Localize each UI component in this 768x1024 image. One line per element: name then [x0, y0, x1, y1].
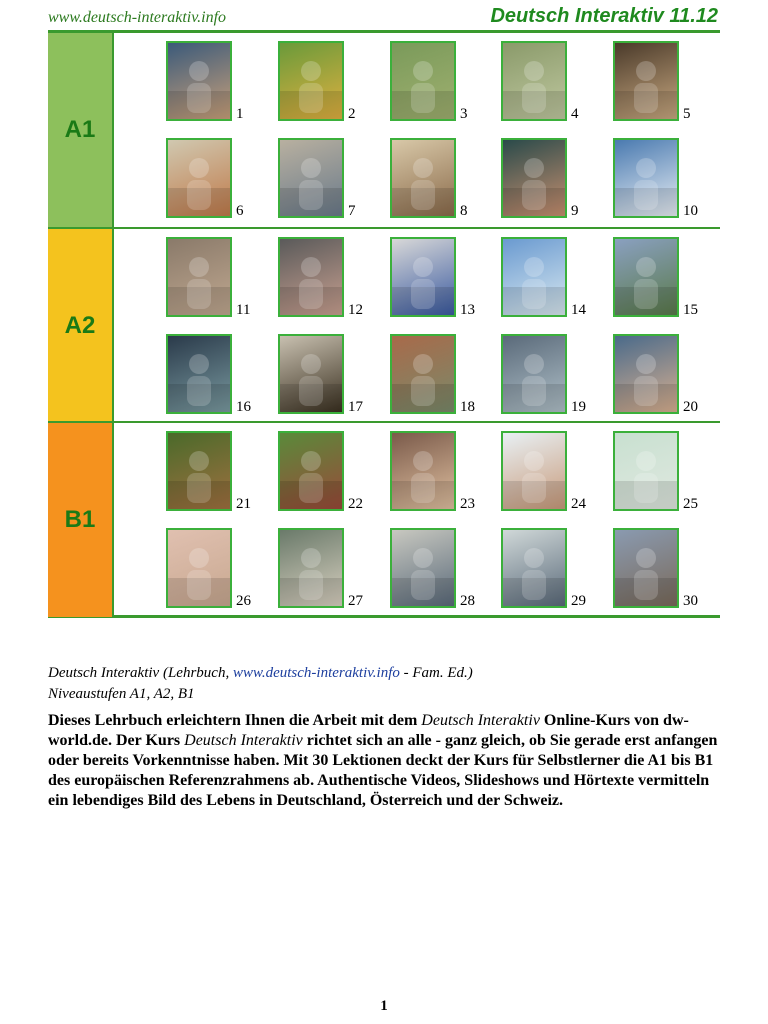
- lesson-number: 4: [571, 106, 579, 122]
- lesson-cell[interactable]: [613, 523, 724, 619]
- photo-thumbnail-icon: [503, 336, 565, 412]
- lesson-number: 16: [236, 399, 251, 415]
- classroom-photo[interactable]: [278, 528, 344, 608]
- level-section-a1: [48, 33, 720, 227]
- lesson-cell[interactable]: [278, 426, 389, 522]
- lesson-cell[interactable]: [613, 426, 724, 522]
- man-with-pram-photo[interactable]: [501, 41, 567, 121]
- lesson-cell[interactable]: [501, 232, 612, 328]
- lesson-cell[interactable]: [278, 133, 389, 229]
- lesson-number: 22: [348, 496, 363, 512]
- lesson-number: 1: [236, 106, 244, 122]
- lesson-number: 6: [236, 203, 244, 219]
- girl-with-dog-photo[interactable]: [166, 431, 232, 511]
- lesson-number: 25: [683, 496, 698, 512]
- lesson-number: 11: [236, 302, 251, 318]
- four-seasons-trees-photo[interactable]: [278, 41, 344, 121]
- lesson-cell[interactable]: [166, 523, 277, 619]
- header-title: Deutsch Interaktiv 11.12: [490, 5, 718, 27]
- photo-thumbnail-icon: [615, 336, 677, 412]
- photo-thumbnail-icon: [168, 530, 230, 606]
- level-label: A2: [48, 229, 114, 423]
- lesson-cell[interactable]: [278, 329, 389, 425]
- citation-title: Deutsch Interaktiv (Lehrbuch,: [48, 665, 233, 681]
- desc-course-name-1: Deutsch Interaktiv: [421, 712, 540, 729]
- lesson-number: 10: [683, 203, 698, 219]
- lesson-number: 5: [683, 106, 691, 122]
- lesson-number: 17: [348, 399, 363, 415]
- lesson-cell[interactable]: [501, 426, 612, 522]
- level-section-a2: [48, 227, 720, 423]
- lesson-number: 29: [571, 593, 586, 609]
- doctor-photo[interactable]: [501, 431, 567, 511]
- photo-thumbnail-icon: [503, 433, 565, 509]
- lesson-number: 19: [571, 399, 586, 415]
- lesson-number: 8: [460, 203, 468, 219]
- lesson-number: 26: [236, 593, 251, 609]
- lesson-cell[interactable]: [390, 133, 501, 229]
- brandenburg-gate-photo[interactable]: [613, 528, 679, 608]
- photo-thumbnail-icon: [392, 530, 454, 606]
- lesson-cell[interactable]: [501, 329, 612, 425]
- photo-thumbnail-icon: [615, 140, 677, 216]
- lesson-cell[interactable]: [390, 232, 501, 328]
- lesson-cell[interactable]: [166, 426, 277, 522]
- photo-thumbnail-icon: [392, 433, 454, 509]
- lesson-cell[interactable]: [501, 523, 612, 619]
- desc-part-1: Dieses Lehrbuch erleichtern Ihnen die Arbeit mit dem: [48, 712, 422, 729]
- lesson-cell[interactable]: [390, 426, 501, 522]
- man-in-cap-photo[interactable]: [613, 334, 679, 414]
- lesson-number: 3: [460, 106, 468, 122]
- dentist-photo[interactable]: [501, 528, 567, 608]
- level-label: B1: [48, 423, 114, 617]
- park-bench-couple-photo[interactable]: [390, 41, 456, 121]
- photo-thumbnail-icon: [392, 336, 454, 412]
- citation: [48, 663, 473, 705]
- desc-part-2: Online-Kurs von dw-world.de. Der Kurs: [48, 712, 689, 749]
- lesson-cell[interactable]: [166, 36, 277, 132]
- photo-thumbnail-icon: [503, 43, 565, 119]
- page-number: 1: [380, 998, 388, 1014]
- photo-thumbnail-icon: [615, 530, 677, 606]
- photo-thumbnail-icon: [168, 336, 230, 412]
- photo-thumbnail-icon: [392, 140, 454, 216]
- lesson-cell[interactable]: [166, 133, 277, 229]
- lesson-number: 13: [460, 302, 475, 318]
- red-house-photo[interactable]: [278, 431, 344, 511]
- lesson-number: 27: [348, 593, 363, 609]
- lesson-cell[interactable]: [501, 133, 612, 229]
- machine-and-car-photo[interactable]: [390, 237, 456, 317]
- lesson-number: 28: [460, 593, 475, 609]
- lesson-cell[interactable]: [613, 36, 724, 132]
- lesson-grid: [48, 30, 720, 618]
- lesson-number: 9: [571, 203, 579, 219]
- photo-thumbnail-icon: [168, 43, 230, 119]
- lesson-number: 30: [683, 593, 698, 609]
- woman-with-laptop-photo[interactable]: [613, 431, 679, 511]
- lesson-cell[interactable]: [390, 523, 501, 619]
- mother-and-child-photo[interactable]: [166, 528, 232, 608]
- building-facade-photo[interactable]: [278, 138, 344, 218]
- photo-thumbnail-icon: [280, 530, 342, 606]
- photo-thumbnail-icon: [615, 433, 677, 509]
- lesson-cell[interactable]: [278, 36, 389, 132]
- desc-course-name-2: Deutsch Interaktiv: [184, 732, 303, 749]
- photo-thumbnail-icon: [503, 239, 565, 315]
- photo-thumbnail-icon: [280, 43, 342, 119]
- photo-thumbnail-icon: [615, 239, 677, 315]
- lesson-cell[interactable]: [166, 232, 277, 328]
- lesson-number: 15: [683, 302, 698, 318]
- couple-indoors-photo[interactable]: [613, 41, 679, 121]
- trattoria-sign-photo[interactable]: [278, 334, 344, 414]
- lesson-cell[interactable]: [390, 329, 501, 425]
- lesson-cell[interactable]: [501, 36, 612, 132]
- bakery-worker-photo[interactable]: [390, 138, 456, 218]
- photo-thumbnail-icon: [503, 530, 565, 606]
- gym-training-photo[interactable]: [166, 334, 232, 414]
- level-section-b1: [48, 421, 720, 617]
- woman-with-glasses-photo[interactable]: [501, 138, 567, 218]
- lesson-number: 12: [348, 302, 363, 318]
- brick-building-cars-photo[interactable]: [390, 334, 456, 414]
- photo-thumbnail-icon: [168, 433, 230, 509]
- bride-flower-crown-photo[interactable]: [390, 431, 456, 511]
- reichstag-dome-photo[interactable]: [501, 334, 567, 414]
- lesson-cell[interactable]: [278, 523, 389, 619]
- cruise-ship-photo[interactable]: [613, 138, 679, 218]
- desc-part-3: richtet sich an alle - ganz gleich, ob Sie gerade erst anfangen oder bereits Vorkenntnisse haben. Mit 30 Lektionen deckt der Kurs für Selbstlerner die A1 bis B1 des europäischen Referenzrahmens ab. Authentische Videos, Slideshows und Hörtexte vermitteln ein lebendiges Bild des Lebens in Deutschland, Österreich und der Schweiz.: [48, 732, 718, 809]
- photo-thumbnail-icon: [503, 140, 565, 216]
- lesson-cell[interactable]: [613, 133, 724, 229]
- citation-levels: Niveaustufen A1, A2, B1: [48, 686, 195, 702]
- office-workers-photo[interactable]: [166, 138, 232, 218]
- hotel-pool-photo[interactable]: [501, 237, 567, 317]
- lesson-number: 7: [348, 203, 356, 219]
- crowded-street-photo[interactable]: [166, 237, 232, 317]
- level-label: A1: [48, 33, 114, 227]
- photo-thumbnail-icon: [280, 433, 342, 509]
- photo-thumbnail-icon: [280, 239, 342, 315]
- lesson-number: 2: [348, 106, 356, 122]
- citation-edition: - Fam. Ed.): [399, 665, 473, 681]
- description-paragraph: [48, 711, 728, 811]
- lesson-cell[interactable]: [390, 36, 501, 132]
- photo-thumbnail-icon: [168, 140, 230, 216]
- photo-thumbnail-icon: [392, 43, 454, 119]
- citation-link[interactable]: www.deutsch-interaktiv.info: [232, 665, 400, 681]
- lesson-cell[interactable]: [613, 232, 724, 328]
- lesson-number: 14: [571, 302, 586, 318]
- photo-thumbnail-icon: [392, 239, 454, 315]
- computer-workstation-photo[interactable]: [390, 528, 456, 608]
- lesson-number: 24: [571, 496, 586, 512]
- lesson-number: 21: [236, 496, 251, 512]
- lesson-number: 23: [460, 496, 475, 512]
- photo-thumbnail-icon: [280, 140, 342, 216]
- site-url[interactable]: www.deutsch-interaktiv.info: [48, 9, 227, 26]
- smiling-woman-photo[interactable]: [166, 41, 232, 121]
- glass-dome-photo[interactable]: [278, 237, 344, 317]
- lesson-number: 20: [683, 399, 698, 415]
- lesson-cell[interactable]: [278, 232, 389, 328]
- photo-thumbnail-icon: [280, 336, 342, 412]
- photo-thumbnail-icon: [168, 239, 230, 315]
- mountain-landscape-photo[interactable]: [613, 237, 679, 317]
- lesson-number: 18: [460, 399, 475, 415]
- lesson-cell[interactable]: [613, 329, 724, 425]
- lesson-cell[interactable]: [166, 329, 277, 425]
- photo-thumbnail-icon: [615, 43, 677, 119]
